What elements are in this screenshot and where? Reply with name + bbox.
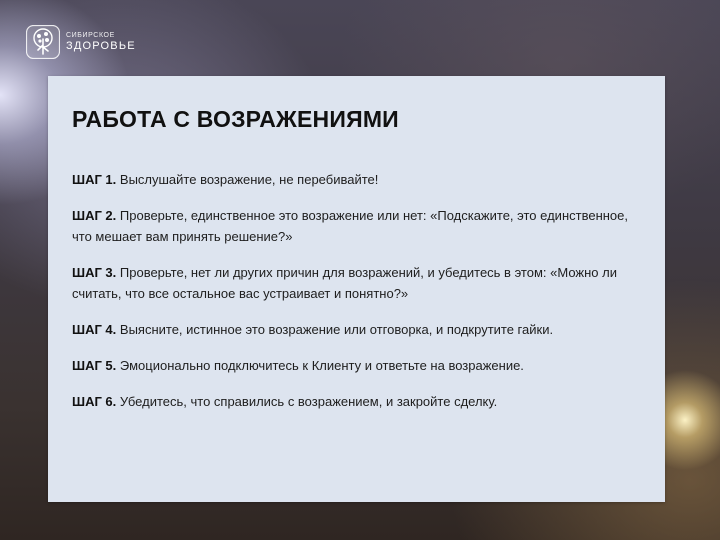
step-label: ШАГ 1. [72, 172, 117, 187]
step-text: Выясните, истинное это возражение или отговорка, и подкрутите гайки. [116, 322, 554, 337]
step-text: Выслушайте возражение, не перебивайте! [116, 172, 379, 187]
step-label: ШАГ 2. [72, 208, 117, 223]
step-item [72, 391, 645, 412]
step-text: Эмоционально подключитесь к Клиенту и ответьте на возражение. [116, 358, 524, 373]
steps-list [72, 169, 645, 412]
logo-text-bottom: ЗДОРОВЬЕ [66, 40, 136, 52]
step-item [72, 355, 645, 376]
step-text: Проверьте, нет ли других причин для возражений, и убедитесь в этом: «Можно ли считать, что все остальное вас устраивает и понятно?» [72, 265, 617, 301]
step-item [72, 169, 645, 190]
step-item [72, 262, 645, 304]
step-label: ШАГ 3. [72, 265, 117, 280]
step-text: Проверьте, единственное это возражение или нет: «Подскажите, это единственное, что мешает вам принять решение?» [72, 208, 628, 244]
step-label: ШАГ 6. [72, 394, 117, 409]
brand-logo [26, 25, 136, 59]
step-label: ШАГ 5. [72, 358, 117, 373]
step-label: ШАГ 4. [72, 322, 117, 337]
slide-title: РАБОТА С ВОЗРАЖЕНИЯМИ [72, 106, 399, 132]
step-item [72, 319, 645, 340]
step-text: Убедитесь, что справились с возражением, и закройте сделку. [116, 394, 498, 409]
logo-text-top: СИБИРСКОЕ [66, 32, 115, 39]
step-item [72, 205, 645, 247]
tree-icon [26, 25, 60, 59]
content-card [48, 76, 665, 502]
